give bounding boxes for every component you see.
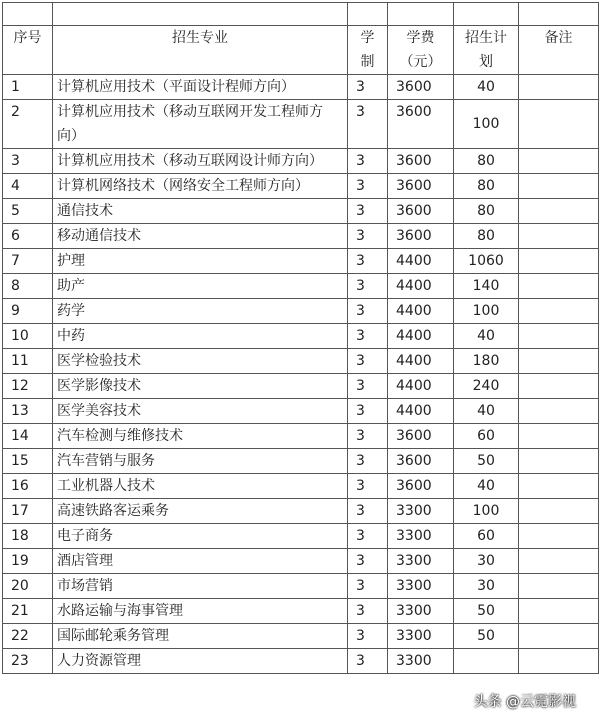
row-major-cell: 市场营销 [53,574,348,599]
header-major: 招生专业 [53,26,348,75]
enrollment-table [2,2,599,674]
table-row [3,224,599,249]
table-row [3,174,599,199]
table-row [3,100,599,149]
row-years-cell: 3 [348,449,388,474]
row-major-cell: 医学美容技术 [53,399,348,424]
blank-cell [3,3,53,26]
row-fee-cell: 3300 [388,574,454,599]
table-row [3,449,599,474]
row-fee-cell: 4400 [388,374,454,399]
row-plan-cell: 40 [454,399,519,424]
blank-cell [388,3,454,26]
row-remark-cell [519,324,599,349]
row-fee-cell: 3300 [388,499,454,524]
row-index-cell: 1 [3,75,53,100]
row-years-cell: 3 [348,349,388,374]
watermark: 头条 @云霓影视 [473,694,576,710]
row-plan-cell: 60 [454,424,519,449]
row-years-cell: 3 [348,649,388,674]
row-major-cell: 汽车营销与服务 [53,449,348,474]
row-years-cell: 3 [348,599,388,624]
table-row [3,499,599,524]
row-years-cell: 3 [348,324,388,349]
row-fee-cell: 3300 [388,599,454,624]
row-major-cell: 计算机应用技术（平面设计程师方向） [53,75,348,100]
row-fee-cell: 3600 [388,224,454,249]
blank-cell [454,3,519,26]
row-fee-cell: 4400 [388,249,454,274]
row-plan-cell [454,649,519,674]
row-plan-cell: 80 [454,174,519,199]
row-index-cell: 23 [3,649,53,674]
row-fee-cell: 4400 [388,299,454,324]
row-remark-cell [519,174,599,199]
row-major-cell: 计算机应用技术（移动互联网开发工程师方向） [53,100,348,149]
row-remark-cell [519,75,599,100]
row-remark-cell [519,274,599,299]
row-plan-cell: 100 [454,499,519,524]
row-major-cell: 电子商务 [53,524,348,549]
blank-cell [519,3,599,26]
row-plan-cell: 180 [454,349,519,374]
table-row [3,524,599,549]
table-row [3,574,599,599]
row-index-cell: 18 [3,524,53,549]
row-major-cell: 人力资源管理 [53,649,348,674]
row-years-cell: 3 [348,549,388,574]
row-index-cell: 16 [3,474,53,499]
row-index-cell: 22 [3,624,53,649]
row-index-cell: 3 [3,149,53,174]
row-remark-cell [519,224,599,249]
row-major-cell: 药学 [53,299,348,324]
table-row [3,249,599,274]
table-row [3,149,599,174]
table-row [3,374,599,399]
row-plan-cell: 40 [454,75,519,100]
row-years-cell: 3 [348,249,388,274]
row-fee-cell: 4400 [388,274,454,299]
row-fee-cell: 3300 [388,549,454,574]
row-plan-cell: 30 [454,574,519,599]
table-row [3,274,599,299]
row-major-cell: 国际邮轮乘务管理 [53,624,348,649]
header-years: 学 制 [348,26,388,75]
row-fee-cell: 3300 [388,649,454,674]
blank-top-row [3,3,599,26]
header-fee: 学费 （元） [388,26,454,75]
row-years-cell: 3 [348,474,388,499]
table-row [3,299,599,324]
row-remark-cell [519,299,599,324]
row-plan-cell: 100 [454,100,519,149]
row-plan-cell: 30 [454,549,519,574]
table-row [3,424,599,449]
row-years-cell: 3 [348,374,388,399]
table-row [3,599,599,624]
row-remark-cell [519,574,599,599]
row-remark-cell [519,649,599,674]
row-major-cell: 水路运输与海事管理 [53,599,348,624]
table-row [3,199,599,224]
row-index-cell: 12 [3,374,53,399]
row-years-cell: 3 [348,100,388,149]
row-index-cell: 13 [3,399,53,424]
table-row [3,399,599,424]
row-remark-cell [519,549,599,574]
header-index: 序号 [3,26,53,75]
row-index-cell: 11 [3,349,53,374]
row-remark-cell [519,100,599,149]
row-plan-cell: 40 [454,474,519,499]
row-years-cell: 3 [348,274,388,299]
row-index-cell: 14 [3,424,53,449]
row-index-cell: 5 [3,199,53,224]
row-plan-cell: 240 [454,374,519,399]
row-index-cell: 15 [3,449,53,474]
row-plan-cell: 140 [454,274,519,299]
row-fee-cell: 3600 [388,424,454,449]
row-major-cell: 计算机网络技术（网络安全工程师方向） [53,174,348,199]
row-index-cell: 4 [3,174,53,199]
row-index-cell: 17 [3,499,53,524]
row-major-cell: 护理 [53,249,348,274]
row-years-cell: 3 [348,299,388,324]
row-remark-cell [519,374,599,399]
row-major-cell: 医学检验技术 [53,349,348,374]
row-fee-cell: 4400 [388,399,454,424]
row-fee-cell: 3600 [388,174,454,199]
row-plan-cell: 80 [454,224,519,249]
row-plan-cell: 50 [454,624,519,649]
row-index-cell: 10 [3,324,53,349]
row-remark-cell [519,499,599,524]
table-row [3,474,599,499]
row-years-cell: 3 [348,574,388,599]
row-plan-cell: 80 [454,149,519,174]
row-years-cell: 3 [348,499,388,524]
row-years-cell: 3 [348,424,388,449]
row-plan-cell: 50 [454,599,519,624]
row-major-cell: 通信技术 [53,199,348,224]
row-fee-cell: 3300 [388,524,454,549]
row-remark-cell [519,349,599,374]
row-major-cell: 工业机器人技术 [53,474,348,499]
table-row [3,349,599,374]
row-years-cell: 3 [348,624,388,649]
row-fee-cell: 3600 [388,474,454,499]
row-remark-cell [519,149,599,174]
row-index-cell: 6 [3,224,53,249]
row-index-cell: 9 [3,299,53,324]
row-index-cell: 7 [3,249,53,274]
row-index-cell: 8 [3,274,53,299]
blank-cell [53,3,348,26]
row-fee-cell: 4400 [388,349,454,374]
row-major-cell: 高速铁路客运乘务 [53,499,348,524]
table-row [3,549,599,574]
row-major-cell: 移动通信技术 [53,224,348,249]
row-plan-cell: 60 [454,524,519,549]
row-years-cell: 3 [348,399,388,424]
row-fee-cell: 3600 [388,75,454,100]
row-major-cell: 助产 [53,274,348,299]
row-plan-cell: 80 [454,199,519,224]
row-remark-cell [519,424,599,449]
row-years-cell: 3 [348,524,388,549]
header-remark: 备注 [519,26,599,75]
row-remark-cell [519,449,599,474]
blank-cell [348,3,388,26]
row-major-cell: 中药 [53,324,348,349]
table-row [3,624,599,649]
row-remark-cell [519,524,599,549]
row-fee-cell: 3300 [388,624,454,649]
row-plan-cell: 1060 [454,249,519,274]
row-years-cell: 3 [348,149,388,174]
table-header-row [3,26,599,75]
row-remark-cell [519,399,599,424]
row-major-cell: 医学影像技术 [53,374,348,399]
row-plan-cell: 50 [454,449,519,474]
row-major-cell: 计算机应用技术（移动互联网设计师方向） [53,149,348,174]
row-remark-cell [519,474,599,499]
row-fee-cell: 3600 [388,449,454,474]
row-major-cell: 汽车检测与维修技术 [53,424,348,449]
row-index-cell: 2 [3,100,53,149]
table-row [3,649,599,674]
row-remark-cell [519,199,599,224]
row-years-cell: 3 [348,174,388,199]
row-remark-cell [519,249,599,274]
row-plan-cell: 100 [454,299,519,324]
row-fee-cell: 3600 [388,149,454,174]
row-fee-cell: 3600 [388,100,454,149]
row-fee-cell: 4400 [388,324,454,349]
row-fee-cell: 3600 [388,199,454,224]
table-row [3,324,599,349]
row-major-cell: 酒店管理 [53,549,348,574]
row-index-cell: 21 [3,599,53,624]
row-years-cell: 3 [348,75,388,100]
row-years-cell: 3 [348,199,388,224]
row-plan-cell: 40 [454,324,519,349]
row-index-cell: 19 [3,549,53,574]
header-plan: 招生计 划 [454,26,519,75]
row-years-cell: 3 [348,224,388,249]
table-row [3,75,599,100]
row-remark-cell [519,599,599,624]
row-remark-cell [519,624,599,649]
row-index-cell: 20 [3,574,53,599]
